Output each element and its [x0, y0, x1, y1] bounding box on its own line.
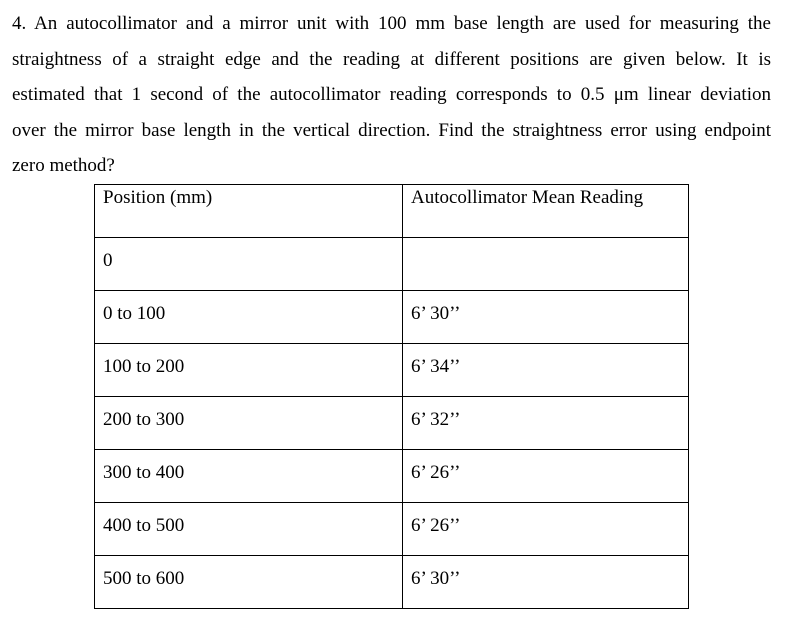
table-row	[95, 397, 689, 450]
cell-position: 400 to 500	[95, 503, 403, 556]
cell-position: 300 to 400	[95, 450, 403, 503]
cell-position: 0	[95, 238, 403, 291]
cell-position: 100 to 200	[95, 344, 403, 397]
table-header-row	[95, 185, 689, 238]
table-row	[95, 503, 689, 556]
readings-table	[94, 184, 689, 609]
table-row	[95, 556, 689, 609]
cell-reading: 6’ 30’’	[403, 556, 689, 609]
cell-position: 500 to 600	[95, 556, 403, 609]
cell-position: 0 to 100	[95, 291, 403, 344]
question-line: over the mirror base length in the vertical direction. Find the straightness error using endpoint	[12, 119, 771, 141]
table-row	[95, 238, 689, 291]
question-line: straightness of a straight edge and the reading at different positions are given below. It is	[12, 48, 771, 70]
header-reading: Autocollimator Mean Reading	[403, 185, 689, 238]
question-text	[12, 6, 771, 184]
cell-reading: 6’ 34’’	[403, 344, 689, 397]
table-row	[95, 450, 689, 503]
header-position: Position (mm)	[95, 185, 403, 238]
cell-position: 200 to 300	[95, 397, 403, 450]
table-row	[95, 291, 689, 344]
cell-reading: 6’ 32’’	[403, 397, 689, 450]
table-row	[95, 344, 689, 397]
question-line: estimated that 1 second of the autocollimator reading corresponds to 0.5 μm linear deviation	[12, 84, 771, 105]
question-line: zero method?	[12, 155, 115, 176]
question-line: 4. An autocollimator and a mirror unit with 100 mm base length are used for measuring the	[12, 13, 771, 34]
cell-reading: 6’ 30’’	[403, 291, 689, 344]
cell-reading	[403, 238, 689, 291]
cell-reading: 6’ 26’’	[403, 450, 689, 503]
cell-reading: 6’ 26’’	[403, 503, 689, 556]
